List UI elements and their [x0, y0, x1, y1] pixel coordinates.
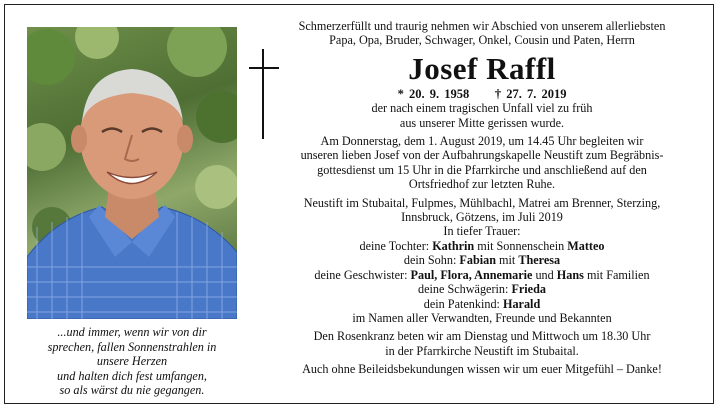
rosary-line: in der Pfarrkirche Neustift im Stubaital. — [385, 343, 579, 358]
poem-line: und halten dich fest umfangen, — [57, 368, 207, 383]
poem-line: ...und immer, wenn wir von dir — [57, 325, 207, 339]
intro-line: Schmerzerfüllt und traurig nehmen wir Abschied von unserem allerliebsten — [298, 19, 666, 33]
places-line: Innsbruck, Götzens, im Juli 2019 — [401, 210, 563, 225]
mourner-sister-in-law: deine Schwägerin: Frieda — [418, 282, 546, 297]
poem-line: sprechen, fallen Sonnenstrahlen in — [47, 339, 217, 354]
deceased-name: Josef Raffl — [408, 50, 556, 86]
poem-line: unsere Herzen — [96, 354, 168, 369]
notice-text — [259, 19, 705, 377]
mourner-son: dein Sohn: Fabian mit Theresa — [403, 253, 561, 268]
places-line: Neustift im Stubaital, Fulpmes, Mühlbachl, Matrei am Brenner, Sterzing, — [303, 195, 661, 210]
life-dates — [259, 87, 705, 101]
intro-line: Papa, Opa, Bruder, Schwager, Onkel, Cousin und Paten, Herrn — [329, 33, 635, 48]
circumstance-line: der nach einem tragischen Unfall viel zu früh — [371, 101, 593, 116]
funeral-line: Am Donnerstag, dem 1. August 2019, um 14.45 Uhr begleiten wir — [320, 134, 644, 149]
poem-line: so als wärst du nie gegangen. — [59, 383, 205, 398]
rosary-line: Den Rosenkranz beten wir am Dienstag und Mittwoch um 18.30 Uhr — [313, 329, 651, 344]
mourner-daughter: deine Tochter: Kathrin mit Sonnenschein Matteo — [359, 238, 605, 253]
funeral-line: Ortsfriedhof zur letzten Ruhe. — [408, 177, 556, 192]
portrait-photo — [27, 27, 237, 319]
memorial-poem — [19, 325, 245, 398]
funeral-line: gottesdienst um 15 Uhr in die Pfarrkirche und anschließend auf den — [317, 162, 647, 177]
death-date: † 27. 7. 2019 — [494, 86, 567, 101]
circumstance-line: aus unserer Mitte gerissen wurde. — [399, 115, 565, 130]
mourners-relatives: im Namen aller Verwandten, Freunde und Bekannten — [352, 310, 612, 325]
birth-date: * 20. 9. 1958 — [397, 86, 470, 101]
mourner-siblings: deine Geschwister: Paul, Flora, Annemarie und Hans mit Familien — [314, 267, 650, 282]
death-notice — [4, 4, 714, 404]
closing-line: Auch ohne Beileidsbekundungen wissen wir um euer Mitgefühl – Danke! — [302, 362, 662, 377]
portrait-illustration — [27, 27, 237, 319]
funeral-line: unseren lieben Josef von der Aufbahrungskapelle Neustift zum Begräbnis- — [300, 148, 664, 163]
mourners-heading: In tiefer Trauer: — [443, 224, 521, 239]
mourner-godchild: dein Patenkind: Harald — [423, 296, 541, 311]
